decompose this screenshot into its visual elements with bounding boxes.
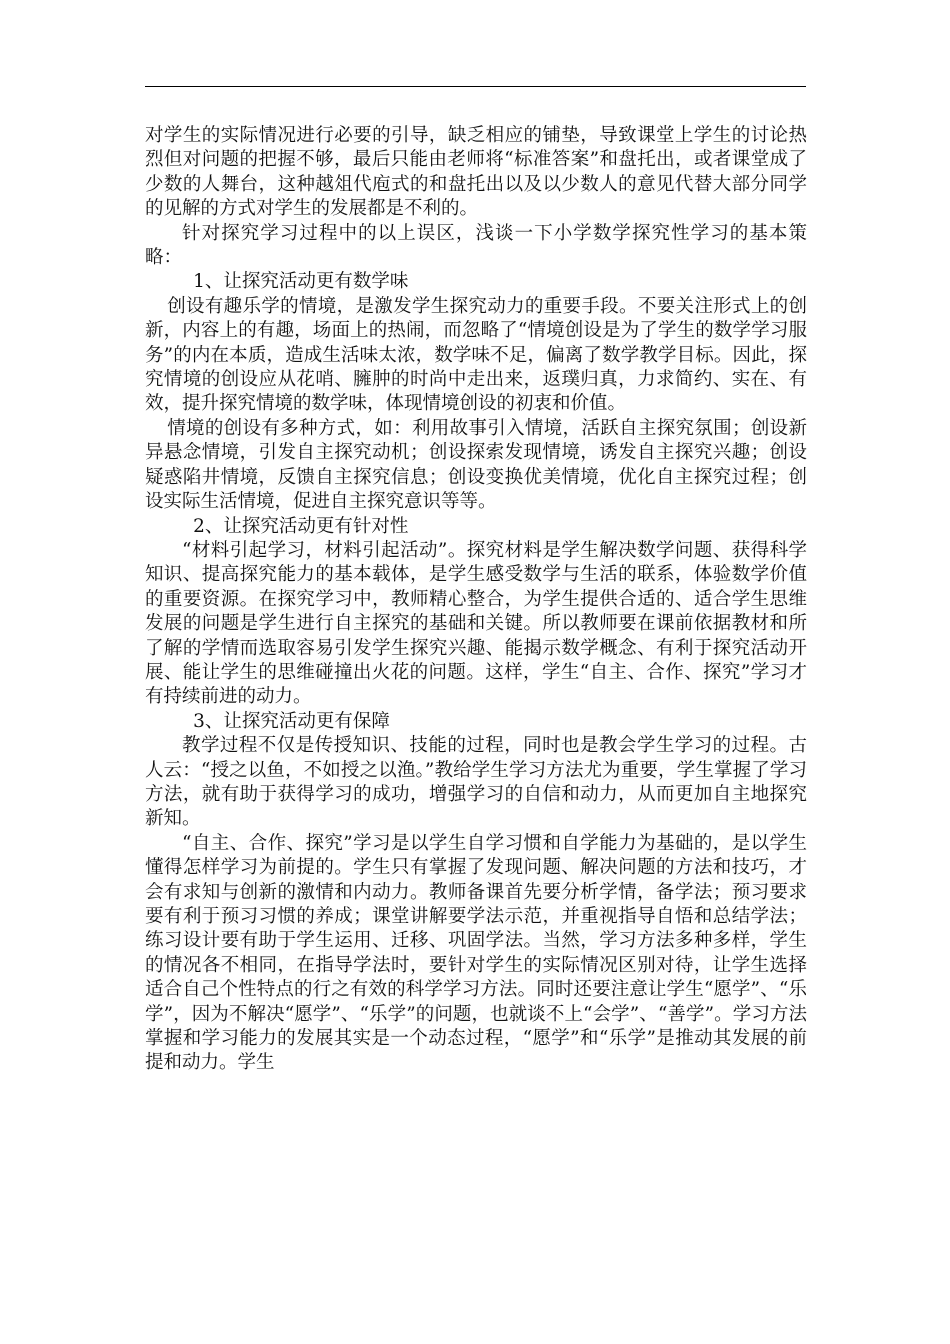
paragraph-section1-a: 创设有趣乐学的情境，是激发学生探究动力的重要手段。不要关注形式上的创新，内容上的有趣，场面上的热闹，而忽略了“情境创设是为了学生的数学学习服务”的内在本质，造成生活味太浓，数学味不足，偏离了数学教学目标。因此，探究情境的创设应从花哨、臃肿的时尚中走出来，返璞归真，力求简约、实在、有效，提升探究情境的数学味，体现情境创设的初衷和价值。 [145,295,807,415]
section-heading-1: 1、让探究活动更有数学味 [193,271,409,293]
paragraph-section3-b: “自主、合作、探究”学习是以学生自学习惯和自学能力为基础的，是以学生懂得怎样学习为前提的。学生只有掌握了发现问题、解决问题的方法和技巧，才会有求知与创新的激情和内动力。教师备课首先要分析学情，备学法；预习要求要有利于预习习惯的养成；课堂讲解要学法示范，并重视指导自悟和总结学法；练习设计要有助于学生运用、迁移、巩固学法。当然，学习方法多种多样，学生的情况各不相同，在指导学法时，要针对学生的实际情况区别对待，让学生选择适合自己个性特点的行之有效的科学学习方法。同时还要注意让学生“愿学”、“乐学”，因为不解决“愿学”、“乐学”的问题，也就谈不上“会学”、“善学”。学习方法掌握和学习能力的发展其实是一个动态过程，“愿学”和“乐学”是推动其发展的前提和动力。学生 [145,832,807,1074]
paragraph-section2: “材料引起学习，材料引起活动”。探究材料是学生解决数学问题、获得科学知识、提高探究能力的基本载体，是学生感受数学与生活的联系，体验数学价值的重要资源。在探究学习中，教师精心整合，为学生提供合适的、适合学生思维发展的问题是学生进行自主探究的基础和关键。所以教师要在课前依据教材和所了解的学情而选取容易引发学生探究兴趣、能揭示数学概念、有利于探究活动开展、能让学生的思维碰撞出火花的问题。这样，学生“自主、合作、探究”学习才有持续前进的动力。 [145,539,807,708]
paragraph-section1-b: 情境的创设有多种方式，如：利用故事引入情境，活跃自主探究氛围；创设新异悬念情境，引发自主探究动机；创设探索发现情境，诱发自主探究兴趣；创设疑惑陷井情境，反馈自主探究信息；创设变换优美情境，优化自主探究过程；创设实际生活情境，促进自主探究意识等等。 [145,417,807,513]
paragraph-intro-strategies: 针对探究学习过程中的以上误区，浅谈一下小学数学探究性学习的基本策略： [145,222,807,269]
section-heading-3: 3、让探究活动更有保障 [193,710,390,732]
section-heading-2: 2、让探究活动更有针对性 [193,515,409,537]
header-rule [145,86,806,87]
document-body [145,124,807,1076]
paragraph-section3-a: 教学过程不仅是传授知识、技能的过程，同时也是教会学生学习的过程。古人云：“授之以鱼，不如授之以渔。”教给学生学习方法尤为重要，学生掌握了学习方法，就有助于获得学习的成功，增强学习的自信和动力，从而更加自主地探究新知。 [145,735,807,830]
paragraph-continued: 对学生的实际情况进行必要的引导，缺乏相应的铺垫，导致课堂上学生的讨论热烈但对问题的把握不够，最后只能由老师将“标准答案”和盘托出，或者课堂成了少数的人舞台，这种越俎代庖式的和盘托出以及以少数人的意见代替大部分同学的见解的方式对学生的发展都是不利的。 [145,125,807,220]
